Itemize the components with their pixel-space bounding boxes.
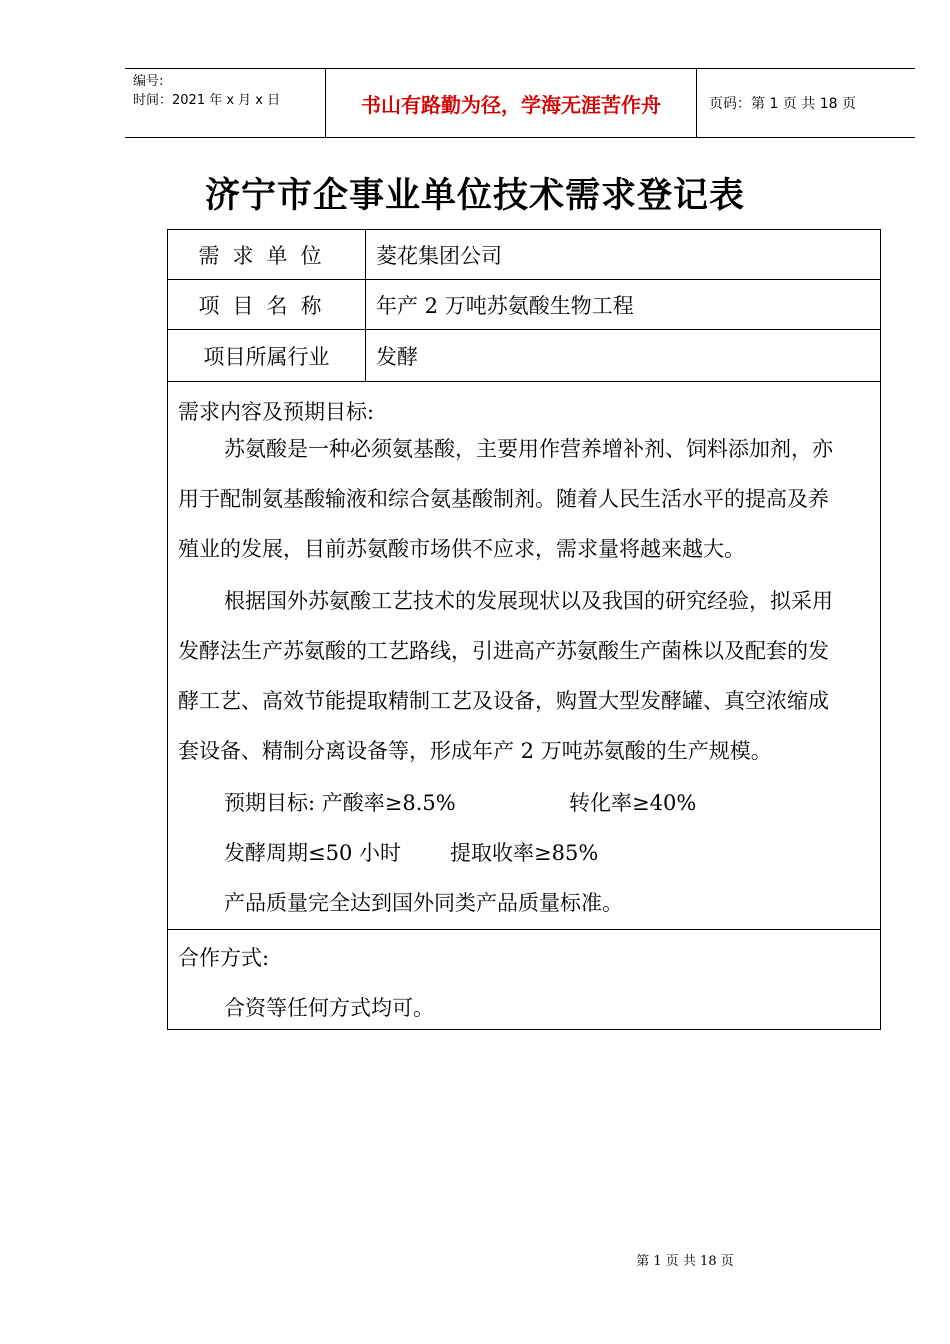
target-extraction-rate: 提取收率≥85%: [450, 841, 599, 865]
text-line: 酵工艺、高效节能提取精制工艺及设备，购置大型发酵罐、真空浓缩成: [178, 689, 829, 713]
row-value: 发酵: [376, 344, 418, 369]
paragraph-2: [178, 576, 870, 776]
target-line-2: [178, 828, 870, 878]
row-industry: [168, 330, 880, 382]
content-section: [168, 382, 880, 930]
row-value: 菱花集团公司: [376, 243, 502, 268]
row-label: 需求单位: [168, 230, 366, 279]
quality-line: 产品质量完全达到国外同类产品质量标准。: [224, 891, 623, 915]
header-meta: [125, 69, 326, 137]
text-line: 殖业的发展，目前苏氨酸市场供不应求，需求量将越来越大。: [178, 537, 745, 561]
target-line-1: [178, 778, 870, 828]
target-acid-rate: 预期目标: 产酸率≥8.5%: [224, 791, 456, 815]
text-line: 用于配制氨基酸输液和综合氨基酸制剂。随着人民生活水平的提高及养: [178, 487, 829, 511]
row-project-name: [168, 280, 880, 330]
row-demand-unit: [168, 230, 880, 280]
text-line: 套设备、精制分离设备等，形成年产 2 万吨苏氨酸的生产规模。: [178, 739, 772, 763]
content-heading: 需求内容及预期目标:: [178, 400, 375, 424]
id-label: 编号:: [133, 74, 164, 89]
target-conversion-rate: 转化率≥40%: [569, 791, 697, 815]
page-number-label: 页码：第 1 页 共 18 页: [709, 96, 856, 112]
registration-table: [167, 229, 881, 1030]
text-line: 发酵法生产苏氨酸的工艺路线，引进高产苏氨酸生产菌株以及配套的发: [178, 639, 829, 663]
cooperation-text: 合资等任何方式均可。: [224, 996, 434, 1020]
paragraph-1: [178, 424, 870, 574]
row-value: 年产 2 万吨苏氨酸生物工程: [376, 293, 634, 318]
text-line: 根据国外苏氨酸工艺技术的发展现状以及我国的研究经验，拟采用: [224, 589, 833, 613]
page-footer: 第 1 页 共 18 页: [636, 1254, 734, 1269]
page-header: [125, 68, 915, 138]
text-line: 苏氨酸是一种必须氨基酸，主要用作营养增补剂、饲料添加剂，亦: [224, 437, 833, 461]
row-label: 项目所属行业: [168, 330, 366, 381]
target-fermentation-period: 发酵周期≤50 小时: [224, 841, 401, 865]
cooperation-section: [168, 930, 880, 1029]
row-label: 项目名称: [168, 280, 366, 329]
motto: 书山有路勤为径，学海无涯苦作舟: [326, 69, 697, 137]
page-title: 济宁市企事业单位技术需求登记表: [204, 175, 745, 216]
targets: [178, 778, 870, 928]
time-label: 时间：2021 年 x 月 x 日: [133, 93, 281, 108]
cooperation-heading: 合作方式:: [178, 946, 270, 970]
